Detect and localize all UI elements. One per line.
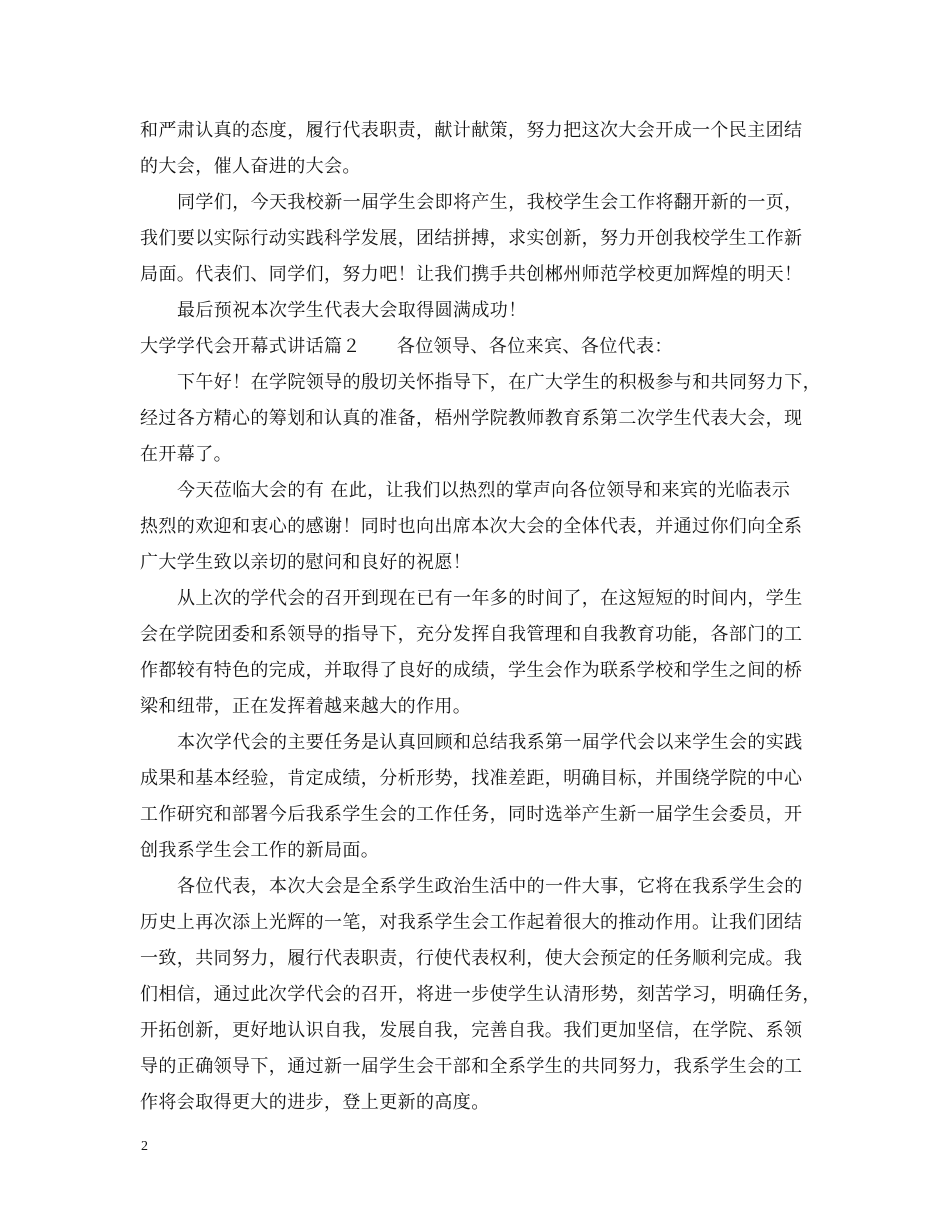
text-line: 一致，共同努力，履行代表职责，行使代表权利，使大会预定的任务顺利完成。我 (140, 948, 803, 969)
text-line: 我们要以实际行动实践科学发展，团结拼搏，求实创新，努力开创我校学生工作新 (140, 228, 803, 249)
text-line: 同学们，今天我校新一届学生会即将产生，我校学生会工作将翻开新的一页， (177, 192, 803, 213)
text-line: 在开幕了。 (140, 444, 232, 465)
text-line: 热烈的欢迎和衷心的感谢！同时也向出席本次大会的全体代表，并通过你们向全系 (140, 516, 803, 537)
text-line: 历史上再次添上光辉的一笔，对我系学生会工作起着很大的推动作用。让我们团结 (140, 912, 803, 933)
text-line: 梁和纽带，正在发挥着越来越大的作用。 (140, 696, 472, 717)
section-heading-line (140, 336, 820, 358)
page-number: 2 (141, 1139, 148, 1154)
text-line: 从上次的学代会的召开到现在已有一年多的时间了，在这短短的时间内，学生 (177, 588, 803, 609)
text-line: 各位代表，本次大会是全系学生政治生活中的一件大事，它将在我系学生会的 (177, 876, 803, 897)
text-line: 导的正确领导下，通过新一届学生会干部和全系学生的共同努力，我系学生会的工 (140, 1056, 803, 1077)
text-line: 本次学代会的主要任务是认真回顾和总结我系第一届学代会以来学生会的实践 (177, 732, 803, 753)
text-line: 和严肃认真的态度，履行代表职责，献计献策，努力把这次大会开成一个民主团结 (140, 120, 803, 141)
text-line: 作将会取得更大的进步，登上更新的高度。 (140, 1092, 490, 1113)
text-line: 成果和基本经验，肯定成绩，分析形势，找准差距，明确目标，并围绕学院的中心 (140, 768, 803, 789)
text-line: 今天莅临大会的有 在此，让我们以热烈的掌声向各位领导和来宾的光临表示 (177, 480, 791, 501)
text-line: 们相信，通过此次学代会的召开，将进一步使学生认清形势，刻苦学习，明确任务， (140, 984, 821, 1005)
text-line: 工作研究和部署今后我系学生会的工作任务，同时选举产生新一届学生会委员，开 (140, 804, 803, 825)
text-line: 会在学院团委和系领导的指导下，充分发挥自我管理和自我教育功能，各部门的工 (140, 624, 803, 645)
text-line: 局面。代表们、同学们，努力吧！让我们携手共创郴州师范学校更加辉煌的明天！ (140, 264, 803, 285)
text-line: 创我系学生会工作的新局面。 (140, 840, 380, 861)
text-line: 广大学生致以亲切的慰问和良好的祝愿！ (140, 552, 472, 573)
section-heading: 大学学代会开幕式讲话篇２ (140, 336, 361, 357)
text-line: 开拓创新，更好地认识自我，发展自我，完善自我。我们更加坚信，在学院、系领 (140, 1020, 803, 1041)
text-line: 最后预祝本次学生代表大会取得圆满成功！ (177, 300, 527, 321)
text-line: 下午好！在学院领导的殷切关怀指导下，在广大学生的积极参与和共同努力下， (177, 372, 821, 393)
text-line: 经过各方精心的筹划和认真的准备，梧州学院教师教育系第二次学生代表大会，现 (140, 408, 803, 429)
text-line: 的大会，催人奋进的大会。 (140, 156, 361, 177)
salutation: 各位领导、各位来宾、各位代表： (396, 336, 673, 357)
text-line: 作都较有特色的完成，并取得了良好的成绩，学生会作为联系学校和学生之间的桥 (140, 660, 803, 681)
